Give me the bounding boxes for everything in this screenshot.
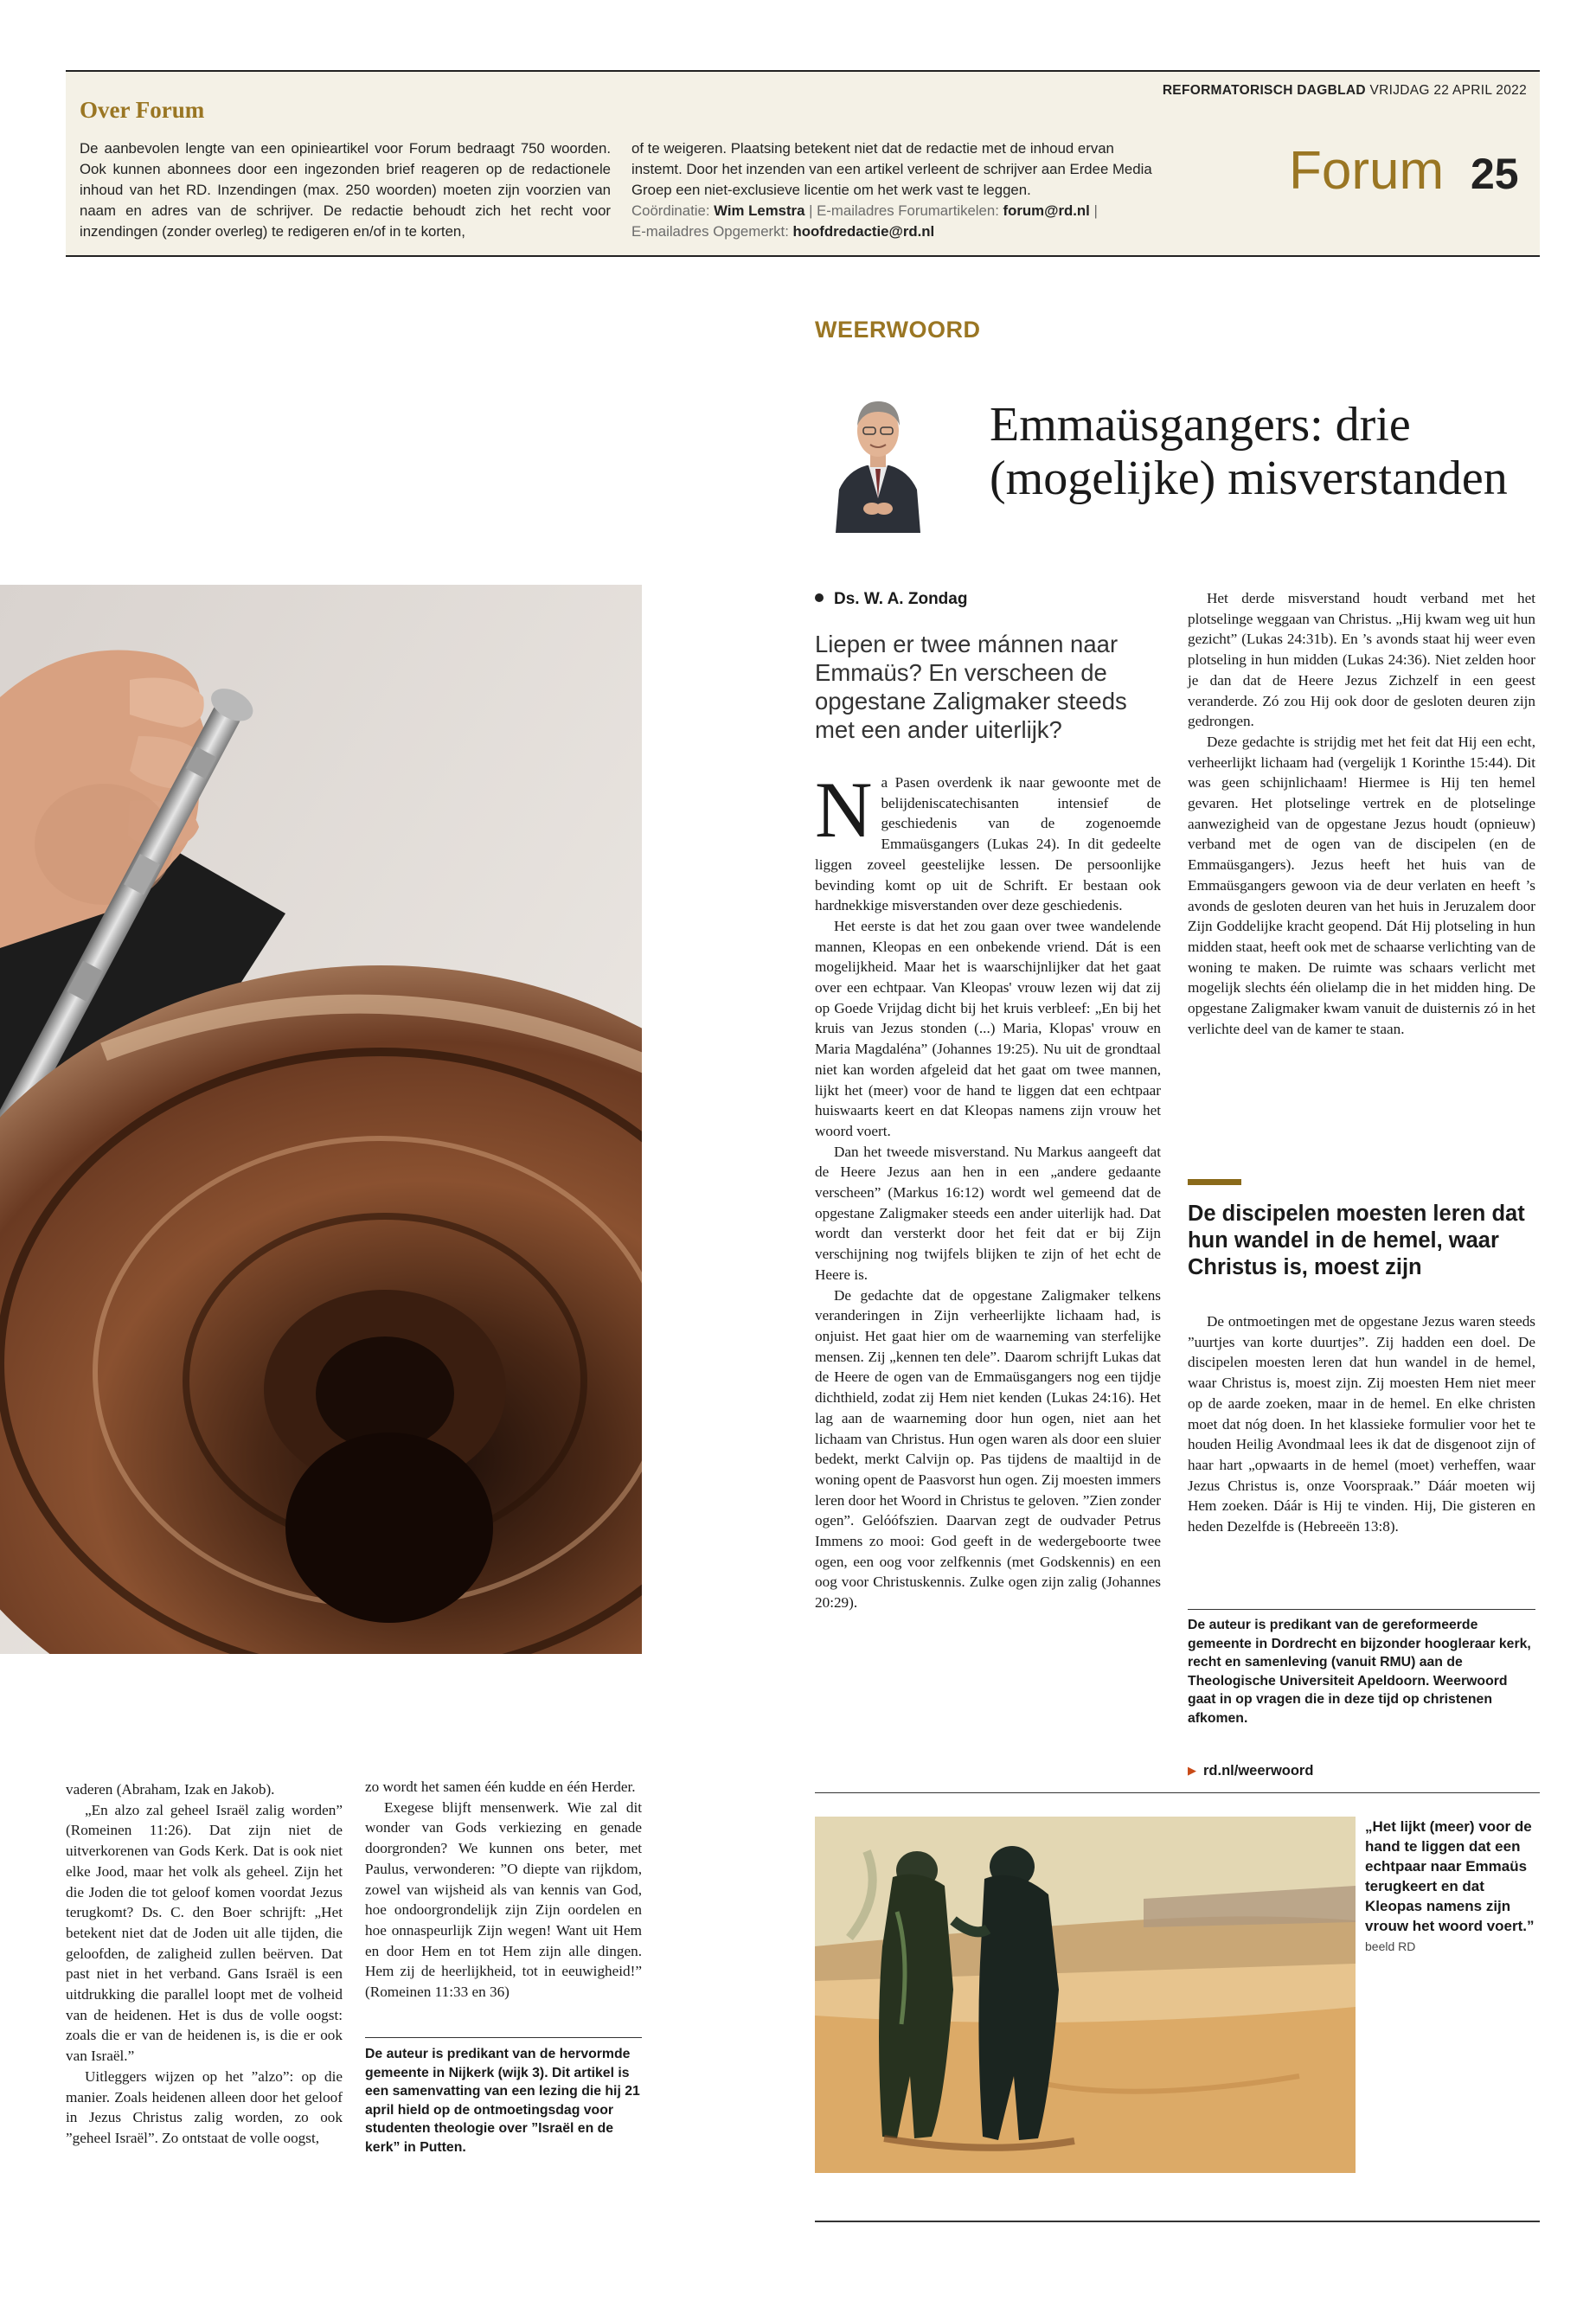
torah-scroll-photo xyxy=(0,585,642,1654)
article-headline: Emmaüsgangers: drie (mogelijke) misverstanden xyxy=(990,398,1508,505)
article-paragraph: De ontmoetingen met de opgestane Jezus waren steeds ”uurtjes van korte duurtjes”. Zij hadden een doel. De discipelen moesten leren dat hun wandel in de hemel, waar Christus is, moest zijn. Zij moesten Hem niet meer op de aarde zoeken, maar in de hemel. En elke christen moet dat nóg doen. In het klassieke formulier voor het te houden Heilig Avondmaal lees ik dat de disgenoot zijn of haar hart „opwaarts in de hemel (moet) verheffen, waar Jezus Christus is, onze Voorspraak.” Dáár moeten wij Hem zoeken. Dáár is Hij te vinden. Hij, Die gisteren en heden Dezelfde is (Hebreeën 13:8). xyxy=(1188,1313,1535,1535)
masthead-date: VRIJDAG 22 APRIL 2022 xyxy=(1369,83,1527,98)
email-separator: | xyxy=(1093,202,1098,219)
article-paragraph: Exegese blijft mensenwerk. Wie zal dit wonder van Gods verkiezing en genade doorgronden? We kunnen ons beter, met Paulus, verwonderen: ”O diepte van rijkdom, zowel van wijsheid als van kennis van God, hoe ondoorgrondelijk zijn Zijn oordelen en hoe onnaspeurlijk Zijn wegen! Want uit Hem en door Hem en tot Hem zijn alle dingen. Hem zij de heerlijkheid, tot in eeuwigheid!” (Romeinen 11:33 en 36) xyxy=(365,1798,642,2001)
forum-info-text: De aanbevolen lengte van een opinieartikel voor Forum bedraagt 750 woorden. Ook kunnen abonnees door een ingezonden brief reageren op de redactionele inhoud van het RD. Inzendingen (max. 250 woorden) moeten zijn voorzien van naam en adres van de schrijver. De redactie behoudt zich het recht voor inzendingen (zonder overleg) te redigeren en/of in te korten, xyxy=(80,140,611,240)
masthead-paper: REFORMATORISCH DAGBLAD xyxy=(1162,83,1366,98)
forum-info-text-cont xyxy=(631,138,1168,242)
weerwoord-link-text[interactable]: rd.nl/weerwoord xyxy=(1203,1763,1314,1779)
play-arrow-icon: ▶ xyxy=(1188,1764,1196,1777)
article-body-column-1 xyxy=(815,766,1161,1613)
article-paragraph: vaderen (Abraham, Izak en Jakob). xyxy=(66,1781,275,1798)
painting-top-rule xyxy=(815,1792,1540,1793)
article-body-column-2 xyxy=(1188,588,1535,1039)
article-paragraph: zo wordt het samen één kudde en één Herder. xyxy=(365,1779,636,1795)
forum-info-paragraph: of te weigeren. Plaatsing betekent niet dat de redactie met de inhoud ervan instemt. Door het inzenden van een artikel verleent de schrijver aan Erdee Media Groep een niet-exclusieve licentie om het werk vast te leggen. xyxy=(631,140,1152,198)
author-note-rule xyxy=(365,2037,642,2038)
coordination-label: Coördinatie: xyxy=(631,202,710,219)
article-paragraph: Dan het tweede misverstand. Nu Markus aangeeft dat de Heere Jezus aan hen in een „andere gedaante verscheen” (Markus 16:12) wordt wel gemeend dat de opgestane Zaligmaker steeds een ander uiterlijk had. Dat wordt dan versterkt door het feit dat er bij Zijn verschijning nog twijfels blijken te zijn of het echt de Heere is. xyxy=(815,1143,1161,1283)
opgemerkt-label: E-mailadres Opgemerkt: xyxy=(631,223,789,240)
article-paragraph: Na Pasen overdenk ik naar gewoonte met de belijdeniscatechisanten intensief de geschiedenis van de zogenoemde Emmaüsgangers (Lukas 24). In dit gedeelte liggen zoveel geestelijke lessen. De persoonlijke bevinding komt op uit de Schrift. Er bestaan ook hardnekkige misverstanden over deze geschiedenis. xyxy=(815,766,1161,914)
continued-article-column-1 xyxy=(66,1779,343,2149)
drop-cap: N xyxy=(815,766,873,854)
section-name: Forum xyxy=(1289,141,1445,201)
opgemerkt-email-link[interactable]: hoofdredactie@rd.nl xyxy=(792,223,935,240)
forum-email-link[interactable]: forum@rd.nl xyxy=(1003,202,1090,219)
page-number: 25 xyxy=(1471,150,1519,198)
coordinator-name: Wim Lemstra xyxy=(714,202,805,219)
forum-info-title: Over Forum xyxy=(80,97,205,123)
byline-bullet xyxy=(815,593,824,602)
article-paragraph: Het derde misverstand houdt verband met het plotselinge weggaan van Christus. „Hij kwam weg uit hun gezicht” (Lukas 24:31b). En ’s avonds staat hij weer even plotseling in hun midden (Lukas 24:36). Niet zelden hoor je dan dat de Heere Jezus Zichzelf in een geest veranderde. Zó zou Hij ook door de gesloten deuren zijn gedrongen. xyxy=(1188,590,1535,730)
article-subhead: De discipelen moesten leren dat hun wandel in de hemel, waar Christus is, moest zijn xyxy=(1188,1202,1525,1279)
bottom-rule xyxy=(815,2221,1540,2222)
subhead-rule xyxy=(1188,1179,1241,1185)
column-label: WEERWOORD xyxy=(815,317,981,343)
author-note-rule xyxy=(1188,1609,1535,1610)
article-paragraph: „En alzo zal geheel Israël zalig worden” (Romeinen 11:26). Dat zijn niet de uitverkorenen van Gods Kerk. Dat is ook niet elke Jood, maar het volk als geheel. Zijn het die Joden die tot geloof komen voordat Jezus terugkomt? Ds. C. den Boer schrijft: „Het betekent niet dat de Joden uit alle tijden, die geloofden, de zaligheid zullen beërven. Dat past niet in het verband. Gans Israël is een uitdrukking die parallel loopt met de volheid van de heidenen. Het is dus de volle oogst: zoals die er van de heidenen is, is die er ook van Israël.” xyxy=(66,1801,343,2065)
caption-credit: beeld RD xyxy=(1365,1939,1416,1953)
masthead xyxy=(1163,83,1527,99)
article-body-column-2b xyxy=(1188,1311,1535,1537)
article-paragraph: Deze gedachte is strijdig met het feit dat Hij een echt, verheerlijkt lichaam had (vergelijk 1 Korinthe 15:44). Dit was geen schijnlichaam! Hiermee is Hij ten hemel gevaren. Het plotselinge vertrek en de plotselinge aanwezigheid van de opgestane Jezus houdt (opnieuw) verband met de ogen van de discipelen (en de Emmaüsgangers). Jezus heeft het huis van de Emmaüsgangers gewoon via de deur verlaten en heeft ’s avonds de gesloten deuren van het huis in Jeruzalem door Zijn Goddelijke kracht geopend. Dát Hij plotseling in hun midden staat, heeft ook met de schaarse verlichting van de woning te maken. De ruimte was schaars verlicht met mogelijk slechts één olielamp die in het midden hing. De opgestane Zaligmaker kwam vanuit de duisternis zó in het verlichte deel van de kamer te staan. xyxy=(1188,733,1535,1037)
email-label: | E-mailadres Forumartikelen: xyxy=(809,202,999,219)
caption-text: „Het lijkt (meer) voor de hand te liggen dat een echtpaar naar Emmaüs terugkeert en dat Kleopas namens zijn vrouw het woord voert.” xyxy=(1365,1818,1535,1934)
painting-caption xyxy=(1365,1817,1542,1957)
article-lead: Liepen er twee mánnen naar Emmaüs? En verscheen de opgestane Zaligmaker steeds met een ander uiterlijk? xyxy=(815,631,1127,743)
author-note: De auteur is predikant van de gereformeerde gemeente in Dordrecht en bijzonder hoogleraar kerk, recht en samenleving (vanuit RMU) aan de Theologische Universiteit Apeldoorn. Weerwoord gaat in op vragen die in deze tijd op christenen afkomen. xyxy=(1188,1618,1531,1726)
article-paragraph: Uitleggers wijzen op het ”alzo”: op die manier. Zoals heidenen alleen door het geloof in Jezus Christus zalig worden, zo ook ”geheel Israël”. Zo ontstaat de volle oogst, xyxy=(66,2067,343,2146)
continued-article-column-2 xyxy=(365,1777,642,2003)
article-paragraph: De gedachte dat de opgestane Zaligmaker telkens veranderingen in Zijn verheerlijkte lichaam had, is onjuist. Het gaat hier om de waarneming van sterfelijke mensen. Zij „kennen ten dele”. Daarom schrijft Lukas dat de Heere de ogen van de Emmaüsgangers nog een tijdje dichthield, zodat zij Hem niet kenden (Lukas 24:16). Het lag aan de waarneming door hun ogen, niet aan het lichaam van Christus. Hun ogen waren als door een sluier bedekt, merkt Calvijn op. Pas tijdens de maaltijd in de woning opent de Paasvorst hun ogen. Zij moesten immers leren door het Woord in Christus te geloven. ”Zien zonder ogen”. Gelóófszien. Daarvan zegt de oudvader Petrus Immens zo mooi: God geeft in de wedergeboorte twee ogen, een oog voor zelfkennis (met Godskennis) en een oog voor Christuskennis. Zulke ogen zijn zalig (Johannes 20:29). xyxy=(815,1286,1161,1612)
emmaus-painting xyxy=(815,1817,1356,2173)
weerwoord-link[interactable] xyxy=(1188,1763,1313,1779)
author-portrait xyxy=(830,377,926,533)
author-name: Ds. W. A. Zondag xyxy=(834,590,968,608)
byline xyxy=(815,590,967,609)
article-paragraph: Het eerste is dat het zou gaan over twee wandelende mannen, Kleopas en een onbekende vriend. Dát is een mogelijkheid. Maar het is waarschijnlijker dat het gaat over een echtpaar. Van Kleopas' vrouw lezen wij dat zij op Goede Vrijdag dicht bij het kruis verbleef: „En bij het kruis van Jezus stonden (...) Maria, Klopas' vrouw en Maria Magdaléna” (Johannes 19:25). Nu uit de grondtaal niet kan worden afgeleid dat het gaat om twee mannen, lijkt het (meer) voor de hand te liggen dat een echtpaar huiswaarts keert en dat Kleopas namens zijn vrouw het woord voert. xyxy=(815,917,1161,1139)
author-note-2: De auteur is predikant van de hervormde gemeente in Nijkerk (wijk 3). Dit artikel is een samenvatting van een lezing die hij 21 april hield op de ontmoetingsdag voor studenten theologie over ”Israël en de kerk” in Putten. xyxy=(365,2047,640,2155)
